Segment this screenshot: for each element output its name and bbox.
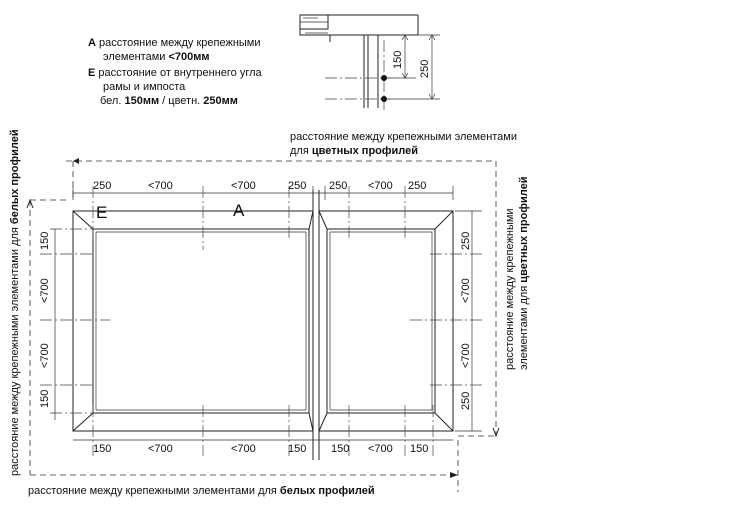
left-dim-3: <700 <box>39 343 51 368</box>
detail-dim-250: 250 <box>419 59 431 78</box>
legend-e-line3: бел. 150мм / цветн. 250мм <box>100 95 238 107</box>
fastener-dot-2 <box>381 96 387 102</box>
top-dim-4: 250 <box>288 180 307 192</box>
legend-e-line2: рамы и импоста <box>103 81 186 93</box>
legend-a: A расстояние между крепежными <box>88 37 261 49</box>
top-dim-6: <700 <box>368 180 393 192</box>
colored-top-label <box>290 131 517 157</box>
right-dim-4: 250 <box>460 391 472 410</box>
legend-a-line2: элементами <700мм <box>103 51 210 63</box>
top-dim-chain <box>73 180 453 250</box>
bottom-dim-7: 150 <box>410 443 429 455</box>
fastener-dot-1 <box>381 75 387 81</box>
white-bottom-label: расстояние между крепежными элементами для белых профилей <box>28 485 375 497</box>
label-a: A <box>233 201 245 220</box>
detail-dim-150: 150 <box>392 50 404 69</box>
top-dim-2: <700 <box>148 180 173 192</box>
bottom-dim-3: <700 <box>231 443 256 455</box>
top-dim-5: 250 <box>329 180 348 192</box>
top-dim-1: 250 <box>93 180 112 192</box>
window-frame-right <box>319 211 453 431</box>
left-dim-4: 150 <box>39 389 51 408</box>
bottom-dim-1: 150 <box>93 443 112 455</box>
colored-boundary <box>66 158 499 436</box>
bottom-dim-2: <700 <box>148 443 173 455</box>
left-dim-1: 150 <box>39 231 51 250</box>
colored-right-label <box>504 177 530 370</box>
right-dim-3: <700 <box>460 343 472 368</box>
white-left-label <box>9 129 21 476</box>
top-dim-3: <700 <box>231 180 256 192</box>
colored-top-line2: для цветных профилей <box>290 145 419 157</box>
white-left-line1: расстояние между крепежными элементами для белых профилей <box>9 129 21 476</box>
window-frame-left <box>73 211 313 431</box>
detail-section <box>300 15 440 110</box>
left-dim-2: <700 <box>39 278 51 303</box>
colored-right-line2: элементами для цветных профилей <box>518 176 530 370</box>
bottom-dim-6: <700 <box>368 443 393 455</box>
bottom-dim-5: 150 <box>331 443 350 455</box>
bottom-dim-4: 150 <box>288 443 307 455</box>
left-dim-chain <box>39 229 110 420</box>
right-dim-chain <box>410 211 482 431</box>
right-dim-1: 250 <box>460 231 472 250</box>
colored-top-line1: расстояние между крепежными элементами <box>290 131 518 143</box>
colored-right-line1: расстояние между крепежными <box>504 208 516 370</box>
legend <box>88 37 263 107</box>
right-dim-2: <700 <box>460 278 472 303</box>
legend-e: E расстояние от внутреннего угла <box>88 67 262 79</box>
top-dim-7: 250 <box>408 180 427 192</box>
label-e: E <box>96 203 108 222</box>
